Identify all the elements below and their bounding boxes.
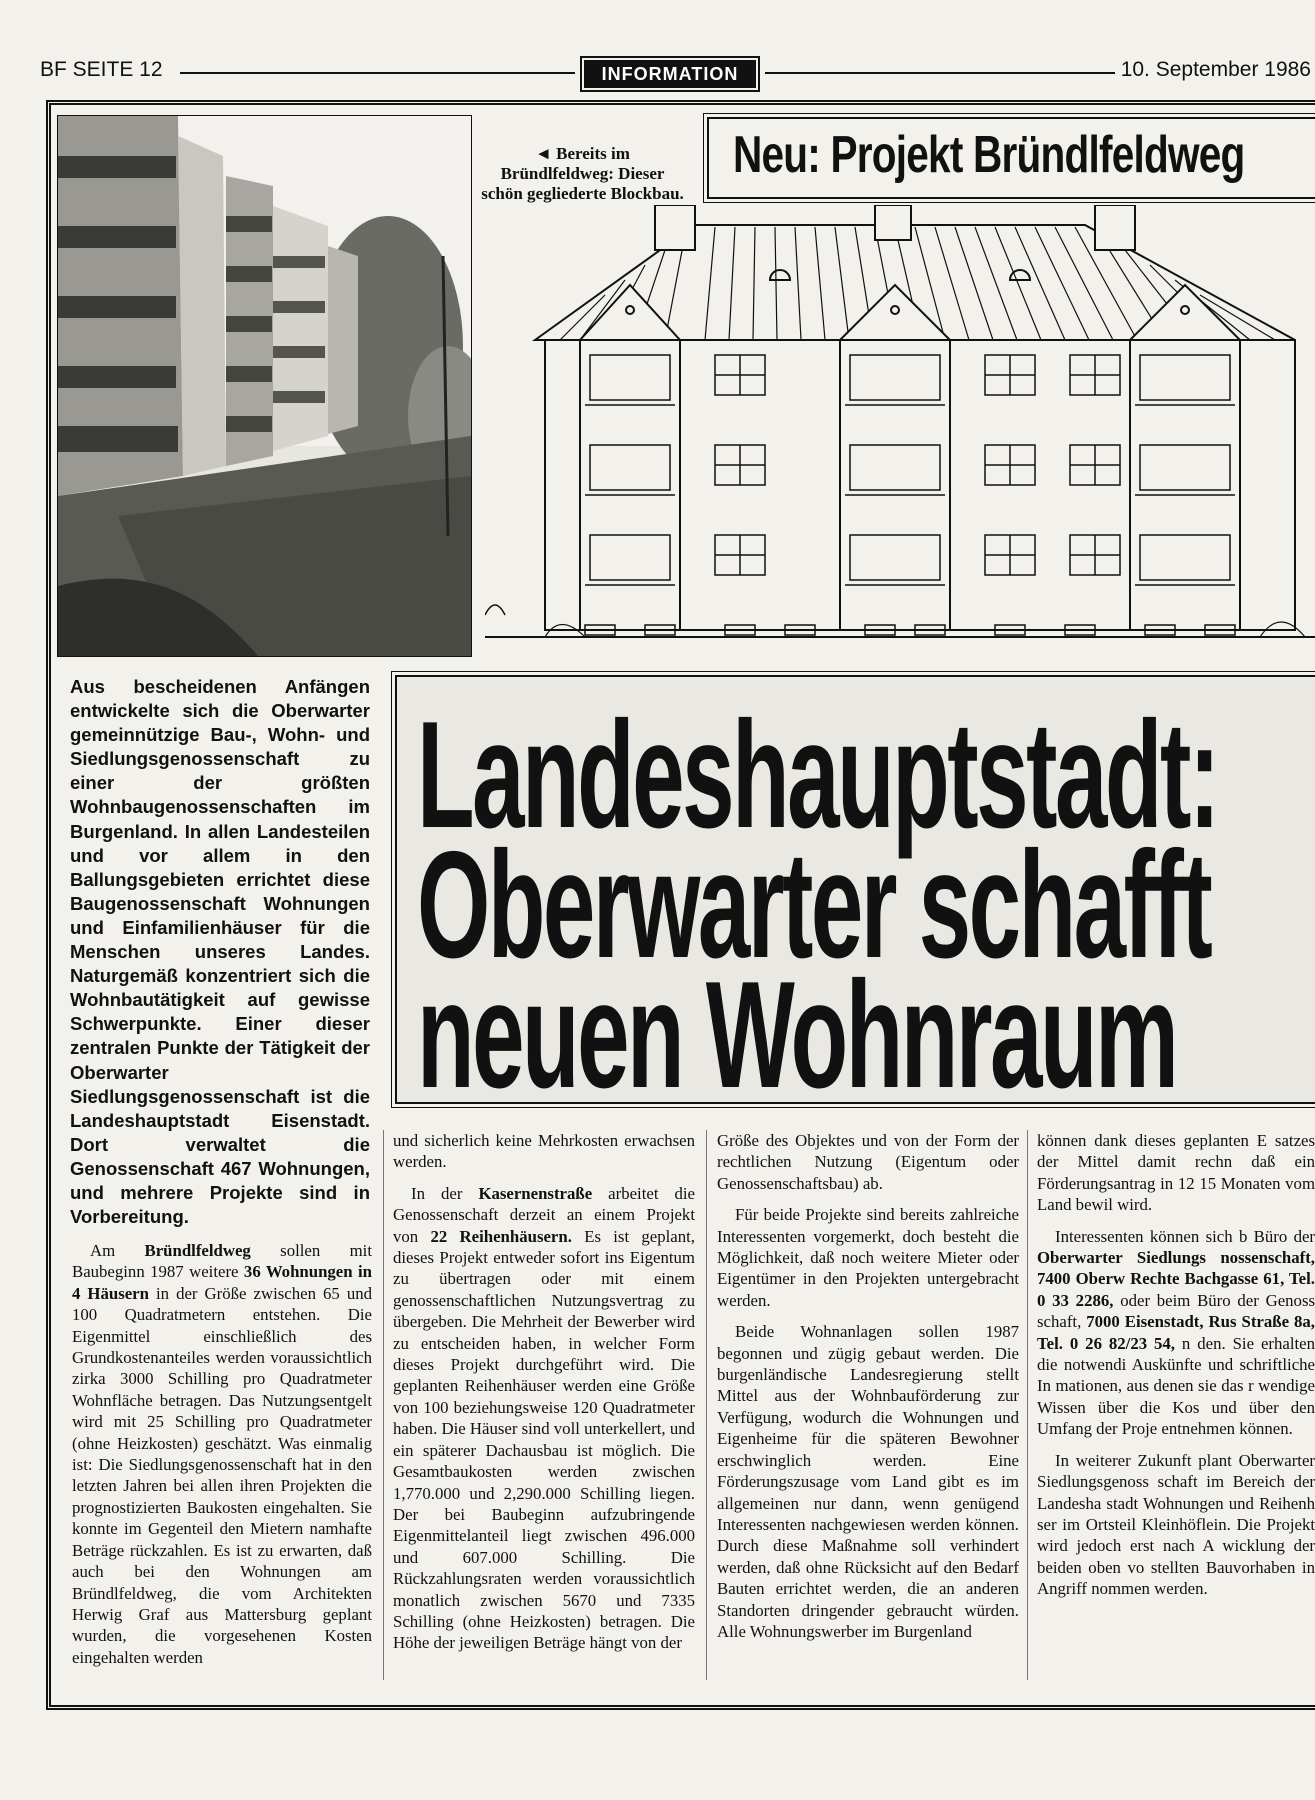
page-number: BF SEITE 12 [40,58,163,81]
header-rule-left [180,72,575,74]
column-rule [383,1130,384,1680]
column-2-paragraph: und sicherlich keine Mehrkosten erwachsen werden. [393,1131,695,1172]
headline-box [395,675,1315,1104]
article-column-3 [717,1130,1019,1642]
kicker-title: Neu: Projekt Bründlfeldweg [733,126,1245,184]
column-2-paragraph: In der Kasernenstraße arbeitet die Genossenschaft derzeit an einem Projekt von 22 Reihenhäusern. Es ist geplant, dieses Projekt entweder sofort ins Eigentum zu übertragen oder mit einem genossenschaftlichen Nutzungsvertrag zu übergeben. Die Mehrheit der Bewerber wird zu entscheiden haben, in welcher Form dieses Projekt durchgeführt wird. Die geplanten Reihenhäuser werden eine Größe von 100 beziehungsweise 120 Quadratmeter haben. Die Häuser sind voll unterkellert, und ein späterer Dachausbau ist möglich. Die Gesamtbaukosten werden zwischen 1,770.000 und 2,290.000 Schilling liegen. Der bei Baubeginn aufzubringende Eigenmittelanteil liegt zwischen 496.000 und 607.000 Schilling. Die Rückzahlungsraten werden voraussichtlich monatlich zwischen 5670 und 7335 Schilling (ohne Heizkosten) betragen. Die Höhe der jeweiligen Beträge hängt von der [393,1183,696,1653]
building-photo [57,115,472,657]
header-rule-right [765,72,1115,74]
photo-caption: ◄ Bereits im Bründlfeldweg: Dieser schön gegliederte Blockbau. [481,144,684,203]
kicker-box [707,117,1315,199]
column-3-paragraph: Für beide Projekte sind bereits zahlreiche Interessenten vorgemerkt, doch besteht die Möglichkeit, daß noch weitere Mieter oder Eigentümer in den Projekten untergebracht werden. [717,1205,1019,1310]
section-label-text: INFORMATION [584,60,756,88]
page-header [0,56,1315,90]
column-rule [1027,1130,1028,1680]
column-4-paragraph: Interessenten können sich b Büro der Oberwarter Siedlungs nossenschaft, 7400 Oberw Rechte Bachgasse 61, Tel. 0 33 2286, oder beim Büro der Genoss schaft, 7000 Eisenstadt, Rus Straße 8a, Tel. 0 26 82/23 54, n den. Sie erhalten die notwendi Auskünfte und schriftliche In mationen, aus denen sie das r wendige Wissen über die Kos und über den Umfang der Proje entnehmen können. [1037,1226,1315,1439]
column-4-paragraph: können dank dieses geplanten E satzes der Mittel damit rechn daß ein Förderungsantrag in 12 15 Monaten vom Land bewil wird. [1037,1131,1315,1215]
column-1-paragraph: Am Bründlfeldweg sollen mit Baubeginn 1987 weitere 36 Wohnungen in 4 Häusern in der Größe zwischen 65 und 100 Quadratmetern entstehen. Die Eigenmittel einschließlich des Grundkostenanteiles werden voraussichtlich zirka 3000 Schilling pro Quadratmeter Wohnfläche betragen. Das Nutzungsentgelt wird mit 25 Schilling pro Quadratmeter (ohne Heizkosten) geschätzt. Was einmalig ist: Die Siedlungsgenossenschaft hat in den letzten Jahren bei allen ihren Projekten die prognostizierten Baukosten eingehalten. Sie konnte im Gegenteil den Mietern namhafte Beträge rückzahlen. Es ist zu erwarten, daß auch bei den Wohnungen am Bründlfeldweg, die vom Architekten Herwig Graf aus Mattersburg geplant wurden, die vorgesehenen Kosten eingehalten werden [72,1241,372,1667]
column-4-paragraph: In weiterer Zukunft plant Oberwarter Siedlungsgenoss schaft im Bereich der Landesha stadt Wohnungen und Reihenh ser im Ortsteil Kleinhöflein. Die Projekt wird jedoch erst nach A wicklung der beiden oben vo stellten Bauvorhaben in Angriff nommen werden. [1037,1450,1315,1599]
intro-text: Aus bescheidenen Anfängen entwickelte sich die Oberwarter gemeinnützige Bau-, Wohn- und Siedlungsgenossenschaft zu einer der größten Wohnbaugenossenschaften im Burgenland. In allen Landesteilen und vor allem in den Ballungsgebieten errichtet diese Baugenossenschaft Wohnungen und Einfamilienhäuser für die Menschen unseres Landes. Naturgemäß konzentriert sich die Wohnbautätigkeit auf gewisse Schwerpunkte. Einer dieser zentralen Punkte der Tätigkeit der Oberwarter Siedlungsgenossenschaft ist die Landeshauptstadt Eisenstadt. Dort verwaltet die Genossenschaft 467 Wohnungen, und mehrere Projekte sind in Vorbereitung. [70,676,370,1228]
article-column-4 [1037,1130,1315,1600]
column-rule [706,1130,707,1680]
article-column-2 [393,1130,695,1654]
architectural-drawing [485,205,1315,665]
section-label [580,56,760,92]
column-3-paragraph: Beide Wohnanlagen sollen 1987 begonnen und zügig gebaut werden. Die burgenländische Landesregierung stellt Mittel aus der Wohnbauförderung zur Verfügung, wodurch die Wohnungen und Eigenheime für die späteren Bewohner erschwinglich werden. Eine Förderungszusage vom Land gibt es im allgemeinen nur dann, wenn genügend Interessenten nachgewiesen werden können. Durch diese Maßnahme soll verhindert werden, daß ohne Rücksicht auf den Bedarf Bauten errichtet werden, die an anderen Standorten dringender gebraucht würden. Alle Wohnungswerber im Burgenland [717,1322,1019,1641]
article-column-1 [72,1240,372,1668]
headline-line-2: Oberwarter schafft [417,820,1211,990]
headline-line-1: Landeshauptstadt: [417,690,1218,860]
headline-line-3: neuen Wohnraum [417,950,1177,1104]
column-3-paragraph: Größe des Objektes und von der Form der rechtlichen Nutzung (Eigentum oder Genossenschaftsbau) ab. [717,1131,1019,1193]
issue-date: 10. September 1986 [1120,58,1311,81]
